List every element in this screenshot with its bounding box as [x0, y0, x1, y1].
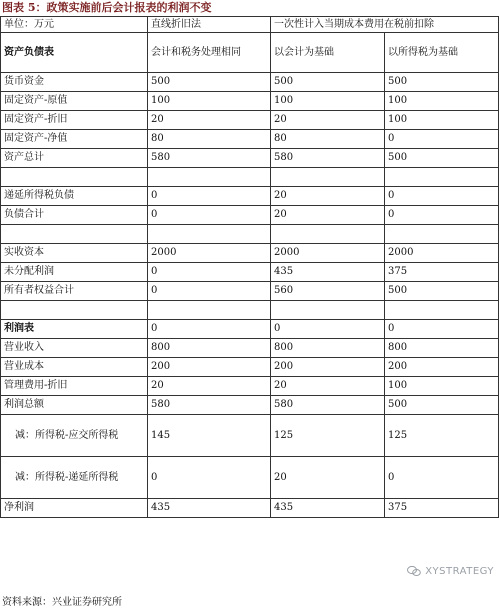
row-value: 0	[148, 282, 271, 301]
row-value: 500	[385, 396, 499, 415]
row-value: 560	[271, 282, 385, 301]
row-value: 800	[271, 339, 385, 358]
row-value: 800	[385, 339, 499, 358]
table-row	[1, 263, 499, 282]
row-value: 0	[385, 457, 499, 499]
row-label: 所有者权益合计	[1, 282, 148, 301]
row-label: 递延所得税负债	[1, 187, 148, 206]
blank-row	[1, 301, 499, 320]
row-value: 500	[271, 73, 385, 92]
row-label: 实收资本	[1, 244, 148, 263]
row-value: 435	[271, 263, 385, 282]
table-row	[1, 187, 499, 206]
row-label: 固定资产-折旧	[1, 111, 148, 130]
row-label: 利润总额	[1, 396, 148, 415]
row-value: 500	[148, 73, 271, 92]
row-value: 2000	[271, 244, 385, 263]
row-value: 100	[148, 92, 271, 111]
table-row	[1, 396, 499, 415]
table-row	[1, 244, 499, 263]
row-value: 20	[148, 377, 271, 396]
table-row	[1, 339, 499, 358]
row-value: 0	[148, 457, 271, 499]
sub-straight-line: 会计和税务处理相同	[148, 33, 271, 73]
row-value: 20	[271, 457, 385, 499]
row-value: 435	[271, 499, 385, 518]
row-value: 375	[385, 263, 499, 282]
row-label: 净利润	[1, 499, 148, 518]
row-value: 100	[271, 92, 385, 111]
table-row	[1, 415, 499, 457]
row-value: 20	[148, 111, 271, 130]
row-value: 20	[271, 187, 385, 206]
sub-accounting-basis: 以会计为基础	[271, 33, 385, 73]
row-value: 0	[271, 320, 385, 339]
row-label: 固定资产-净值	[1, 130, 148, 149]
row-label: 管理费用-折旧	[1, 377, 148, 396]
table-row	[1, 377, 499, 396]
table-row	[1, 130, 499, 149]
table-subheader-row	[1, 33, 499, 73]
source-note: 资料来源：兴业证券研究所	[2, 597, 122, 608]
row-value: 580	[271, 396, 385, 415]
row-label: 货币资金	[1, 73, 148, 92]
row-value: 0	[148, 320, 271, 339]
wechat-icon	[407, 565, 421, 577]
row-value: 100	[385, 377, 499, 396]
row-label: 负债合计	[1, 206, 148, 225]
table-row	[1, 320, 499, 339]
row-value: 0	[385, 187, 499, 206]
unit-label: 单位：万元	[1, 17, 148, 33]
sub-tax-basis: 以所得税为基础	[385, 33, 499, 73]
col-one-time-deduction: 一次性计入当期成本费用在税前扣除	[271, 17, 499, 33]
row-label: 资产总计	[1, 149, 148, 168]
row-value: 80	[271, 130, 385, 149]
table-row	[1, 149, 499, 168]
row-label: 营业收入	[1, 339, 148, 358]
row-value: 0	[148, 263, 271, 282]
row-value: 2000	[148, 244, 271, 263]
table-row	[1, 358, 499, 377]
row-value: 580	[148, 396, 271, 415]
row-value: 0	[385, 320, 499, 339]
table-row	[1, 499, 499, 518]
table-row	[1, 92, 499, 111]
row-value: 0	[385, 206, 499, 225]
row-value: 200	[148, 358, 271, 377]
table-header-row	[1, 17, 499, 33]
row-value: 2000	[385, 244, 499, 263]
row-value: 20	[271, 206, 385, 225]
row-value: 20	[271, 111, 385, 130]
policy-table	[0, 16, 499, 518]
row-value: 100	[385, 92, 499, 111]
row-value: 0	[148, 206, 271, 225]
watermark-text: XYSTRATEGY	[425, 565, 494, 577]
blank-row	[1, 168, 499, 187]
row-value: 500	[385, 282, 499, 301]
row-value: 580	[271, 149, 385, 168]
table-row	[1, 206, 499, 225]
row-label: 减：所得税-递延所得税	[1, 457, 148, 499]
row-value: 200	[385, 358, 499, 377]
row-label: 固定资产-原值	[1, 92, 148, 111]
row-value: 435	[148, 499, 271, 518]
table-row	[1, 111, 499, 130]
row-value: 125	[271, 415, 385, 457]
row-value: 800	[148, 339, 271, 358]
table-row	[1, 73, 499, 92]
blank-row	[1, 225, 499, 244]
section-balance-sheet: 资产负债表	[1, 33, 148, 73]
row-value: 100	[385, 111, 499, 130]
row-value: 0	[385, 130, 499, 149]
row-value: 125	[385, 415, 499, 457]
row-value: 375	[385, 499, 499, 518]
row-label: 未分配利润	[1, 263, 148, 282]
watermark	[407, 565, 494, 577]
row-value: 0	[148, 187, 271, 206]
section-income-statement: 利润表	[1, 320, 148, 339]
row-label: 减：所得税-应交所得税	[1, 415, 148, 457]
row-value: 145	[148, 415, 271, 457]
figure-title: 图表 5：政策实施前后会计报表的利润不变	[2, 1, 212, 14]
row-value: 500	[385, 149, 499, 168]
col-straight-line: 直线折旧法	[148, 17, 271, 33]
row-value: 200	[271, 358, 385, 377]
row-label: 营业成本	[1, 358, 148, 377]
row-value: 80	[148, 130, 271, 149]
table-row	[1, 457, 499, 499]
row-value: 20	[271, 377, 385, 396]
table-row	[1, 282, 499, 301]
row-value: 500	[385, 73, 499, 92]
row-value: 580	[148, 149, 271, 168]
